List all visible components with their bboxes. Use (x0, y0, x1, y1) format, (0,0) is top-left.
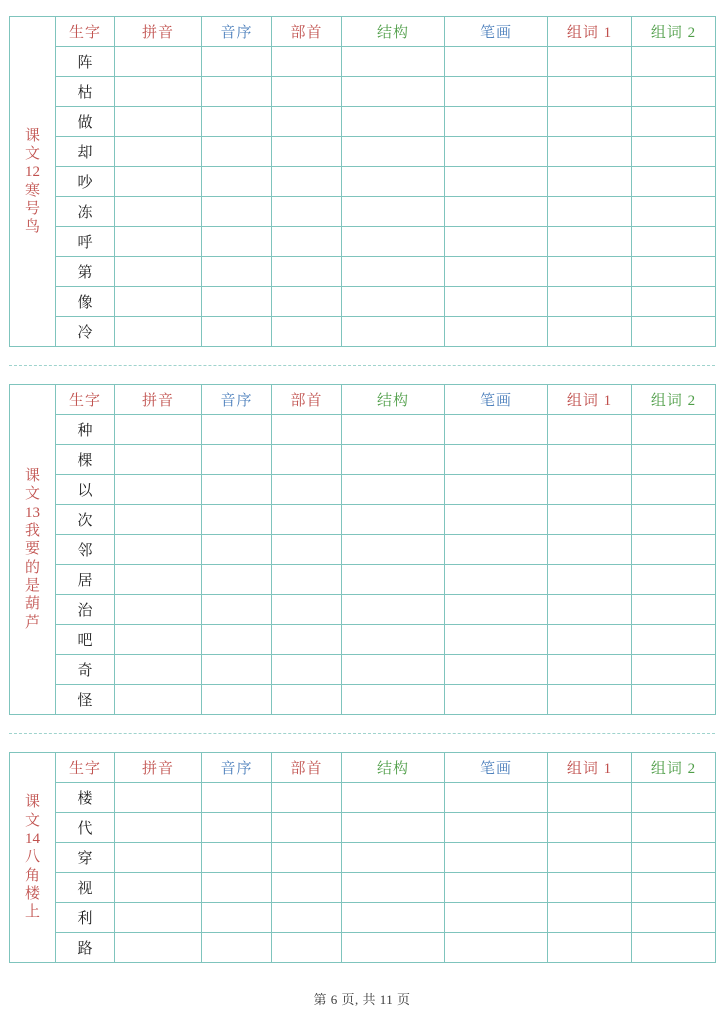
zuci2-cell[interactable] (632, 107, 716, 137)
table-row (10, 137, 716, 167)
yinxu-cell[interactable] (202, 843, 272, 873)
lesson-title-cell (10, 753, 56, 963)
table-row (10, 505, 716, 535)
character-cell: 阵 (56, 47, 115, 77)
zuci2-cell[interactable] (632, 595, 716, 625)
jiegou-cell[interactable] (342, 197, 445, 227)
bihua-cell[interactable] (445, 595, 548, 625)
lesson-char: 要 (24, 541, 40, 558)
bushou-cell[interactable] (272, 257, 342, 287)
character-cell: 路 (56, 933, 115, 963)
bihua-cell[interactable] (445, 167, 548, 197)
zuci2-cell[interactable] (632, 317, 716, 347)
zuci2-cell[interactable] (632, 415, 716, 445)
zuci2-cell[interactable] (632, 535, 716, 565)
lesson-block-13 (9, 384, 715, 715)
bihua-cell[interactable] (445, 873, 548, 903)
zuci1-cell[interactable] (548, 505, 632, 535)
table-row (10, 685, 716, 715)
jiegou-cell[interactable] (342, 625, 445, 655)
pinyin-cell[interactable] (115, 415, 202, 445)
jiegou-cell[interactable] (342, 843, 445, 873)
jiegou-cell[interactable] (342, 535, 445, 565)
table-row (10, 595, 716, 625)
lesson-char: 课 (24, 468, 40, 485)
bihua-cell[interactable] (445, 107, 548, 137)
bushou-cell[interactable] (272, 47, 342, 77)
table-row (10, 317, 716, 347)
jiegou-cell[interactable] (342, 565, 445, 595)
lesson-char: 是 (24, 577, 40, 594)
bushou-cell[interactable] (272, 167, 342, 197)
bushou-cell[interactable] (272, 655, 342, 685)
table-row (10, 475, 716, 505)
zuci1-cell[interactable] (548, 227, 632, 257)
block-gap (8, 347, 716, 365)
pinyin-cell[interactable] (115, 445, 202, 475)
bushou-cell[interactable] (272, 107, 342, 137)
zuci2-cell[interactable] (632, 77, 716, 107)
jiegou-cell[interactable] (342, 167, 445, 197)
yinxu-cell[interactable] (202, 565, 272, 595)
column-header-zuci2: 组词 2 (632, 17, 716, 47)
pinyin-cell[interactable] (115, 257, 202, 287)
bihua-cell[interactable] (445, 903, 548, 933)
character-cell: 做 (56, 107, 115, 137)
jiegou-cell[interactable] (342, 933, 445, 963)
block-gap (8, 715, 716, 733)
lesson-char: 鸟 (24, 219, 40, 236)
table-row (10, 813, 716, 843)
bushou-cell[interactable] (272, 843, 342, 873)
lesson-char: 芦 (24, 614, 40, 631)
bihua-cell[interactable] (445, 685, 548, 715)
character-cell: 穿 (56, 843, 115, 873)
bushou-cell[interactable] (272, 197, 342, 227)
table-row (10, 783, 716, 813)
zuci2-cell[interactable] (632, 137, 716, 167)
bihua-cell[interactable] (445, 783, 548, 813)
pinyin-cell[interactable] (115, 813, 202, 843)
column-header-jiegou: 结构 (342, 753, 445, 783)
zuci1-cell[interactable] (548, 107, 632, 137)
table-row (10, 47, 716, 77)
pinyin-cell[interactable] (115, 505, 202, 535)
jiegou-cell[interactable] (342, 287, 445, 317)
bushou-cell[interactable] (272, 445, 342, 475)
yinxu-cell[interactable] (202, 873, 272, 903)
lesson-char: 楼 (24, 885, 40, 902)
bushou-cell[interactable] (272, 77, 342, 107)
jiegou-cell[interactable] (342, 445, 445, 475)
zuci1-cell[interactable] (548, 843, 632, 873)
block-gap (8, 734, 716, 752)
bushou-cell[interactable] (272, 565, 342, 595)
zuci2-cell[interactable] (632, 445, 716, 475)
bushou-cell[interactable] (272, 625, 342, 655)
block-gap (8, 366, 716, 384)
column-header-zuci1: 组词 1 (548, 17, 632, 47)
yinxu-cell[interactable] (202, 77, 272, 107)
column-header-bihua: 笔画 (445, 385, 548, 415)
character-cell: 奇 (56, 655, 115, 685)
jiegou-cell[interactable] (342, 595, 445, 625)
character-cell: 视 (56, 873, 115, 903)
bushou-cell[interactable] (272, 873, 342, 903)
lesson-block-12 (9, 16, 715, 347)
table-row (10, 167, 716, 197)
character-cell: 呼 (56, 227, 115, 257)
table-row (10, 415, 716, 445)
character-cell: 吵 (56, 167, 115, 197)
bihua-cell[interactable] (445, 227, 548, 257)
yinxu-cell[interactable] (202, 107, 272, 137)
column-header-zuci1: 组词 1 (548, 385, 632, 415)
pinyin-cell[interactable] (115, 873, 202, 903)
lesson-char: 我 (24, 523, 40, 540)
character-cell: 利 (56, 903, 115, 933)
pinyin-cell[interactable] (115, 783, 202, 813)
character-cell: 棵 (56, 445, 115, 475)
column-header-bushou: 部首 (272, 385, 342, 415)
bihua-cell[interactable] (445, 933, 548, 963)
yinxu-cell[interactable] (202, 47, 272, 77)
zuci1-cell[interactable] (548, 257, 632, 287)
pinyin-cell[interactable] (115, 535, 202, 565)
lesson-char: 葫 (24, 596, 40, 613)
zuci2-cell[interactable] (632, 167, 716, 197)
column-header-bihua: 笔画 (445, 17, 548, 47)
pinyin-cell[interactable] (115, 77, 202, 107)
yinxu-cell[interactable] (202, 903, 272, 933)
jiegou-cell[interactable] (342, 873, 445, 903)
yinxu-cell[interactable] (202, 167, 272, 197)
bushou-cell[interactable] (272, 475, 342, 505)
bihua-cell[interactable] (445, 625, 548, 655)
bihua-cell[interactable] (445, 197, 548, 227)
pinyin-cell[interactable] (115, 475, 202, 505)
bihua-cell[interactable] (445, 535, 548, 565)
character-cell: 冷 (56, 317, 115, 347)
bihua-cell[interactable] (445, 415, 548, 445)
bihua-cell[interactable] (445, 317, 548, 347)
character-cell: 冻 (56, 197, 115, 227)
zuci2-cell[interactable] (632, 625, 716, 655)
column-header-pinyin: 拼音 (115, 17, 202, 47)
jiegou-cell[interactable] (342, 505, 445, 535)
character-cell: 像 (56, 287, 115, 317)
bushou-cell[interactable] (272, 595, 342, 625)
yinxu-cell[interactable] (202, 535, 272, 565)
yinxu-cell[interactable] (202, 445, 272, 475)
pinyin-cell[interactable] (115, 843, 202, 873)
pinyin-cell[interactable] (115, 167, 202, 197)
jiegou-cell[interactable] (342, 317, 445, 347)
table-row (10, 197, 716, 227)
jiegou-cell[interactable] (342, 107, 445, 137)
column-header-yinxu: 音序 (202, 385, 272, 415)
column-header-bushou: 部首 (272, 753, 342, 783)
lesson-number: 13 (25, 504, 40, 521)
bihua-cell[interactable] (445, 813, 548, 843)
zuci1-cell[interactable] (548, 137, 632, 167)
yinxu-cell[interactable] (202, 257, 272, 287)
bushou-cell[interactable] (272, 685, 342, 715)
table-header-row (10, 753, 716, 783)
pinyin-cell[interactable] (115, 625, 202, 655)
character-cell: 楼 (56, 783, 115, 813)
pinyin-cell[interactable] (115, 933, 202, 963)
zuci1-cell[interactable] (548, 317, 632, 347)
column-header-jiegou: 结构 (342, 17, 445, 47)
yinxu-cell[interactable] (202, 685, 272, 715)
zuci1-cell[interactable] (548, 565, 632, 595)
jiegou-cell[interactable] (342, 475, 445, 505)
zuci2-cell[interactable] (632, 197, 716, 227)
zuci1-cell[interactable] (548, 197, 632, 227)
column-header-yinxu: 音序 (202, 17, 272, 47)
zuci2-cell[interactable] (632, 813, 716, 843)
zuci1-cell[interactable] (548, 535, 632, 565)
table-row (10, 77, 716, 107)
lesson-char: 八 (24, 849, 40, 866)
character-cell: 第 (56, 257, 115, 287)
table-row (10, 933, 716, 963)
zuci2-cell[interactable] (632, 873, 716, 903)
zuci2-cell[interactable] (632, 565, 716, 595)
zuci1-cell[interactable] (548, 655, 632, 685)
lesson-char: 课 (24, 127, 40, 144)
lesson-number: 14 (25, 831, 40, 848)
yinxu-cell[interactable] (202, 595, 272, 625)
jiegou-cell[interactable] (342, 813, 445, 843)
yinxu-cell[interactable] (202, 287, 272, 317)
column-header-bihua: 笔画 (445, 753, 548, 783)
zuci1-cell[interactable] (548, 625, 632, 655)
lesson-char: 的 (24, 559, 40, 576)
character-cell: 吧 (56, 625, 115, 655)
zuci1-cell[interactable] (548, 595, 632, 625)
zuci1-cell[interactable] (548, 77, 632, 107)
bihua-cell[interactable] (445, 475, 548, 505)
yinxu-cell[interactable] (202, 227, 272, 257)
zuci1-cell[interactable] (548, 287, 632, 317)
lesson-block-14 (9, 752, 715, 963)
zuci1-cell[interactable] (548, 167, 632, 197)
bushou-cell[interactable] (272, 813, 342, 843)
jiegou-cell[interactable] (342, 257, 445, 287)
lesson-char: 号 (24, 200, 40, 217)
character-cell: 怪 (56, 685, 115, 715)
column-header-shengzi: 生字 (56, 17, 115, 47)
bushou-cell[interactable] (272, 903, 342, 933)
pinyin-cell[interactable] (115, 565, 202, 595)
table-row (10, 903, 716, 933)
table-header-row (10, 385, 716, 415)
table-row (10, 107, 716, 137)
lesson-char: 角 (24, 867, 40, 884)
lesson-char: 文 (24, 145, 40, 162)
column-header-pinyin: 拼音 (115, 385, 202, 415)
yinxu-cell[interactable] (202, 317, 272, 347)
jiegou-cell[interactable] (342, 903, 445, 933)
table-row (10, 535, 716, 565)
zuci1-cell[interactable] (548, 445, 632, 475)
pinyin-cell[interactable] (115, 903, 202, 933)
pinyin-cell[interactable] (115, 595, 202, 625)
lesson-char: 文 (24, 486, 40, 503)
character-cell: 次 (56, 505, 115, 535)
zuci1-cell[interactable] (548, 47, 632, 77)
yinxu-cell[interactable] (202, 505, 272, 535)
yinxu-cell[interactable] (202, 137, 272, 167)
pinyin-cell[interactable] (115, 685, 202, 715)
column-header-bushou: 部首 (272, 17, 342, 47)
zuci1-cell[interactable] (548, 873, 632, 903)
character-cell: 以 (56, 475, 115, 505)
bihua-cell[interactable] (445, 655, 548, 685)
zuci2-cell[interactable] (632, 783, 716, 813)
pinyin-cell[interactable] (115, 227, 202, 257)
pinyin-cell[interactable] (115, 137, 202, 167)
zuci2-cell[interactable] (632, 287, 716, 317)
page-footer: 第 6 页, 共 11 页 (313, 992, 411, 1007)
column-header-jiegou: 结构 (342, 385, 445, 415)
column-header-shengzi: 生字 (56, 753, 115, 783)
bihua-cell[interactable] (445, 257, 548, 287)
zuci2-cell[interactable] (632, 505, 716, 535)
table-header-row (10, 17, 716, 47)
bihua-cell[interactable] (445, 137, 548, 167)
bihua-cell[interactable] (445, 505, 548, 535)
character-cell: 治 (56, 595, 115, 625)
zuci2-cell[interactable] (632, 475, 716, 505)
column-header-zuci2: 组词 2 (632, 753, 716, 783)
zuci1-cell[interactable] (548, 475, 632, 505)
table-row (10, 257, 716, 287)
pinyin-cell[interactable] (115, 197, 202, 227)
zuci1-cell[interactable] (548, 933, 632, 963)
yinxu-cell[interactable] (202, 783, 272, 813)
table-row (10, 227, 716, 257)
pinyin-cell[interactable] (115, 107, 202, 137)
zuci2-cell[interactable] (632, 933, 716, 963)
jiegou-cell[interactable] (342, 415, 445, 445)
zuci2-cell[interactable] (632, 47, 716, 77)
table-row (10, 655, 716, 685)
zuci1-cell[interactable] (548, 783, 632, 813)
table-row (10, 445, 716, 475)
character-table (9, 384, 716, 715)
zuci2-cell[interactable] (632, 903, 716, 933)
table-row (10, 287, 716, 317)
lesson-char: 上 (24, 904, 40, 921)
table-row (10, 565, 716, 595)
pinyin-cell[interactable] (115, 655, 202, 685)
lesson-char: 课 (24, 794, 40, 811)
character-cell: 却 (56, 137, 115, 167)
column-header-pinyin: 拼音 (115, 753, 202, 783)
column-header-yinxu: 音序 (202, 753, 272, 783)
yinxu-cell[interactable] (202, 933, 272, 963)
pinyin-cell[interactable] (115, 317, 202, 347)
yinxu-cell[interactable] (202, 625, 272, 655)
bihua-cell[interactable] (445, 843, 548, 873)
jiegou-cell[interactable] (342, 685, 445, 715)
table-row (10, 843, 716, 873)
yinxu-cell[interactable] (202, 197, 272, 227)
zuci1-cell[interactable] (548, 903, 632, 933)
yinxu-cell[interactable] (202, 415, 272, 445)
zuci2-cell[interactable] (632, 257, 716, 287)
bihua-cell[interactable] (445, 565, 548, 595)
zuci2-cell[interactable] (632, 655, 716, 685)
bushou-cell[interactable] (272, 505, 342, 535)
jiegou-cell[interactable] (342, 783, 445, 813)
column-header-zuci2: 组词 2 (632, 385, 716, 415)
table-row (10, 625, 716, 655)
character-table (9, 752, 716, 963)
zuci1-cell[interactable] (548, 685, 632, 715)
jiegou-cell[interactable] (342, 77, 445, 107)
lesson-char: 寒 (24, 182, 40, 199)
table-row (10, 873, 716, 903)
bushou-cell[interactable] (272, 783, 342, 813)
bihua-cell[interactable] (445, 47, 548, 77)
yinxu-cell[interactable] (202, 813, 272, 843)
yinxu-cell[interactable] (202, 655, 272, 685)
lesson-title-cell (10, 17, 56, 347)
bushou-cell[interactable] (272, 137, 342, 167)
bushou-cell[interactable] (272, 933, 342, 963)
jiegou-cell[interactable] (342, 137, 445, 167)
bushou-cell[interactable] (272, 227, 342, 257)
character-cell: 居 (56, 565, 115, 595)
character-cell: 种 (56, 415, 115, 445)
character-table (9, 16, 716, 347)
bushou-cell[interactable] (272, 287, 342, 317)
character-cell: 邻 (56, 535, 115, 565)
zuci1-cell[interactable] (548, 813, 632, 843)
character-cell: 代 (56, 813, 115, 843)
column-header-shengzi: 生字 (56, 385, 115, 415)
bushou-cell[interactable] (272, 535, 342, 565)
zuci2-cell[interactable] (632, 227, 716, 257)
zuci1-cell[interactable] (548, 415, 632, 445)
jiegou-cell[interactable] (342, 655, 445, 685)
zuci2-cell[interactable] (632, 843, 716, 873)
pinyin-cell[interactable] (115, 287, 202, 317)
jiegou-cell[interactable] (342, 227, 445, 257)
column-header-zuci1: 组词 1 (548, 753, 632, 783)
bihua-cell[interactable] (445, 77, 548, 107)
lesson-title-cell (10, 385, 56, 715)
lesson-number: 12 (25, 164, 40, 181)
pinyin-cell[interactable] (115, 47, 202, 77)
lesson-char: 文 (24, 812, 40, 829)
bushou-cell[interactable] (272, 415, 342, 445)
character-cell: 枯 (56, 77, 115, 107)
bushou-cell[interactable] (272, 317, 342, 347)
bihua-cell[interactable] (445, 287, 548, 317)
bihua-cell[interactable] (445, 445, 548, 475)
jiegou-cell[interactable] (342, 47, 445, 77)
yinxu-cell[interactable] (202, 475, 272, 505)
zuci2-cell[interactable] (632, 685, 716, 715)
